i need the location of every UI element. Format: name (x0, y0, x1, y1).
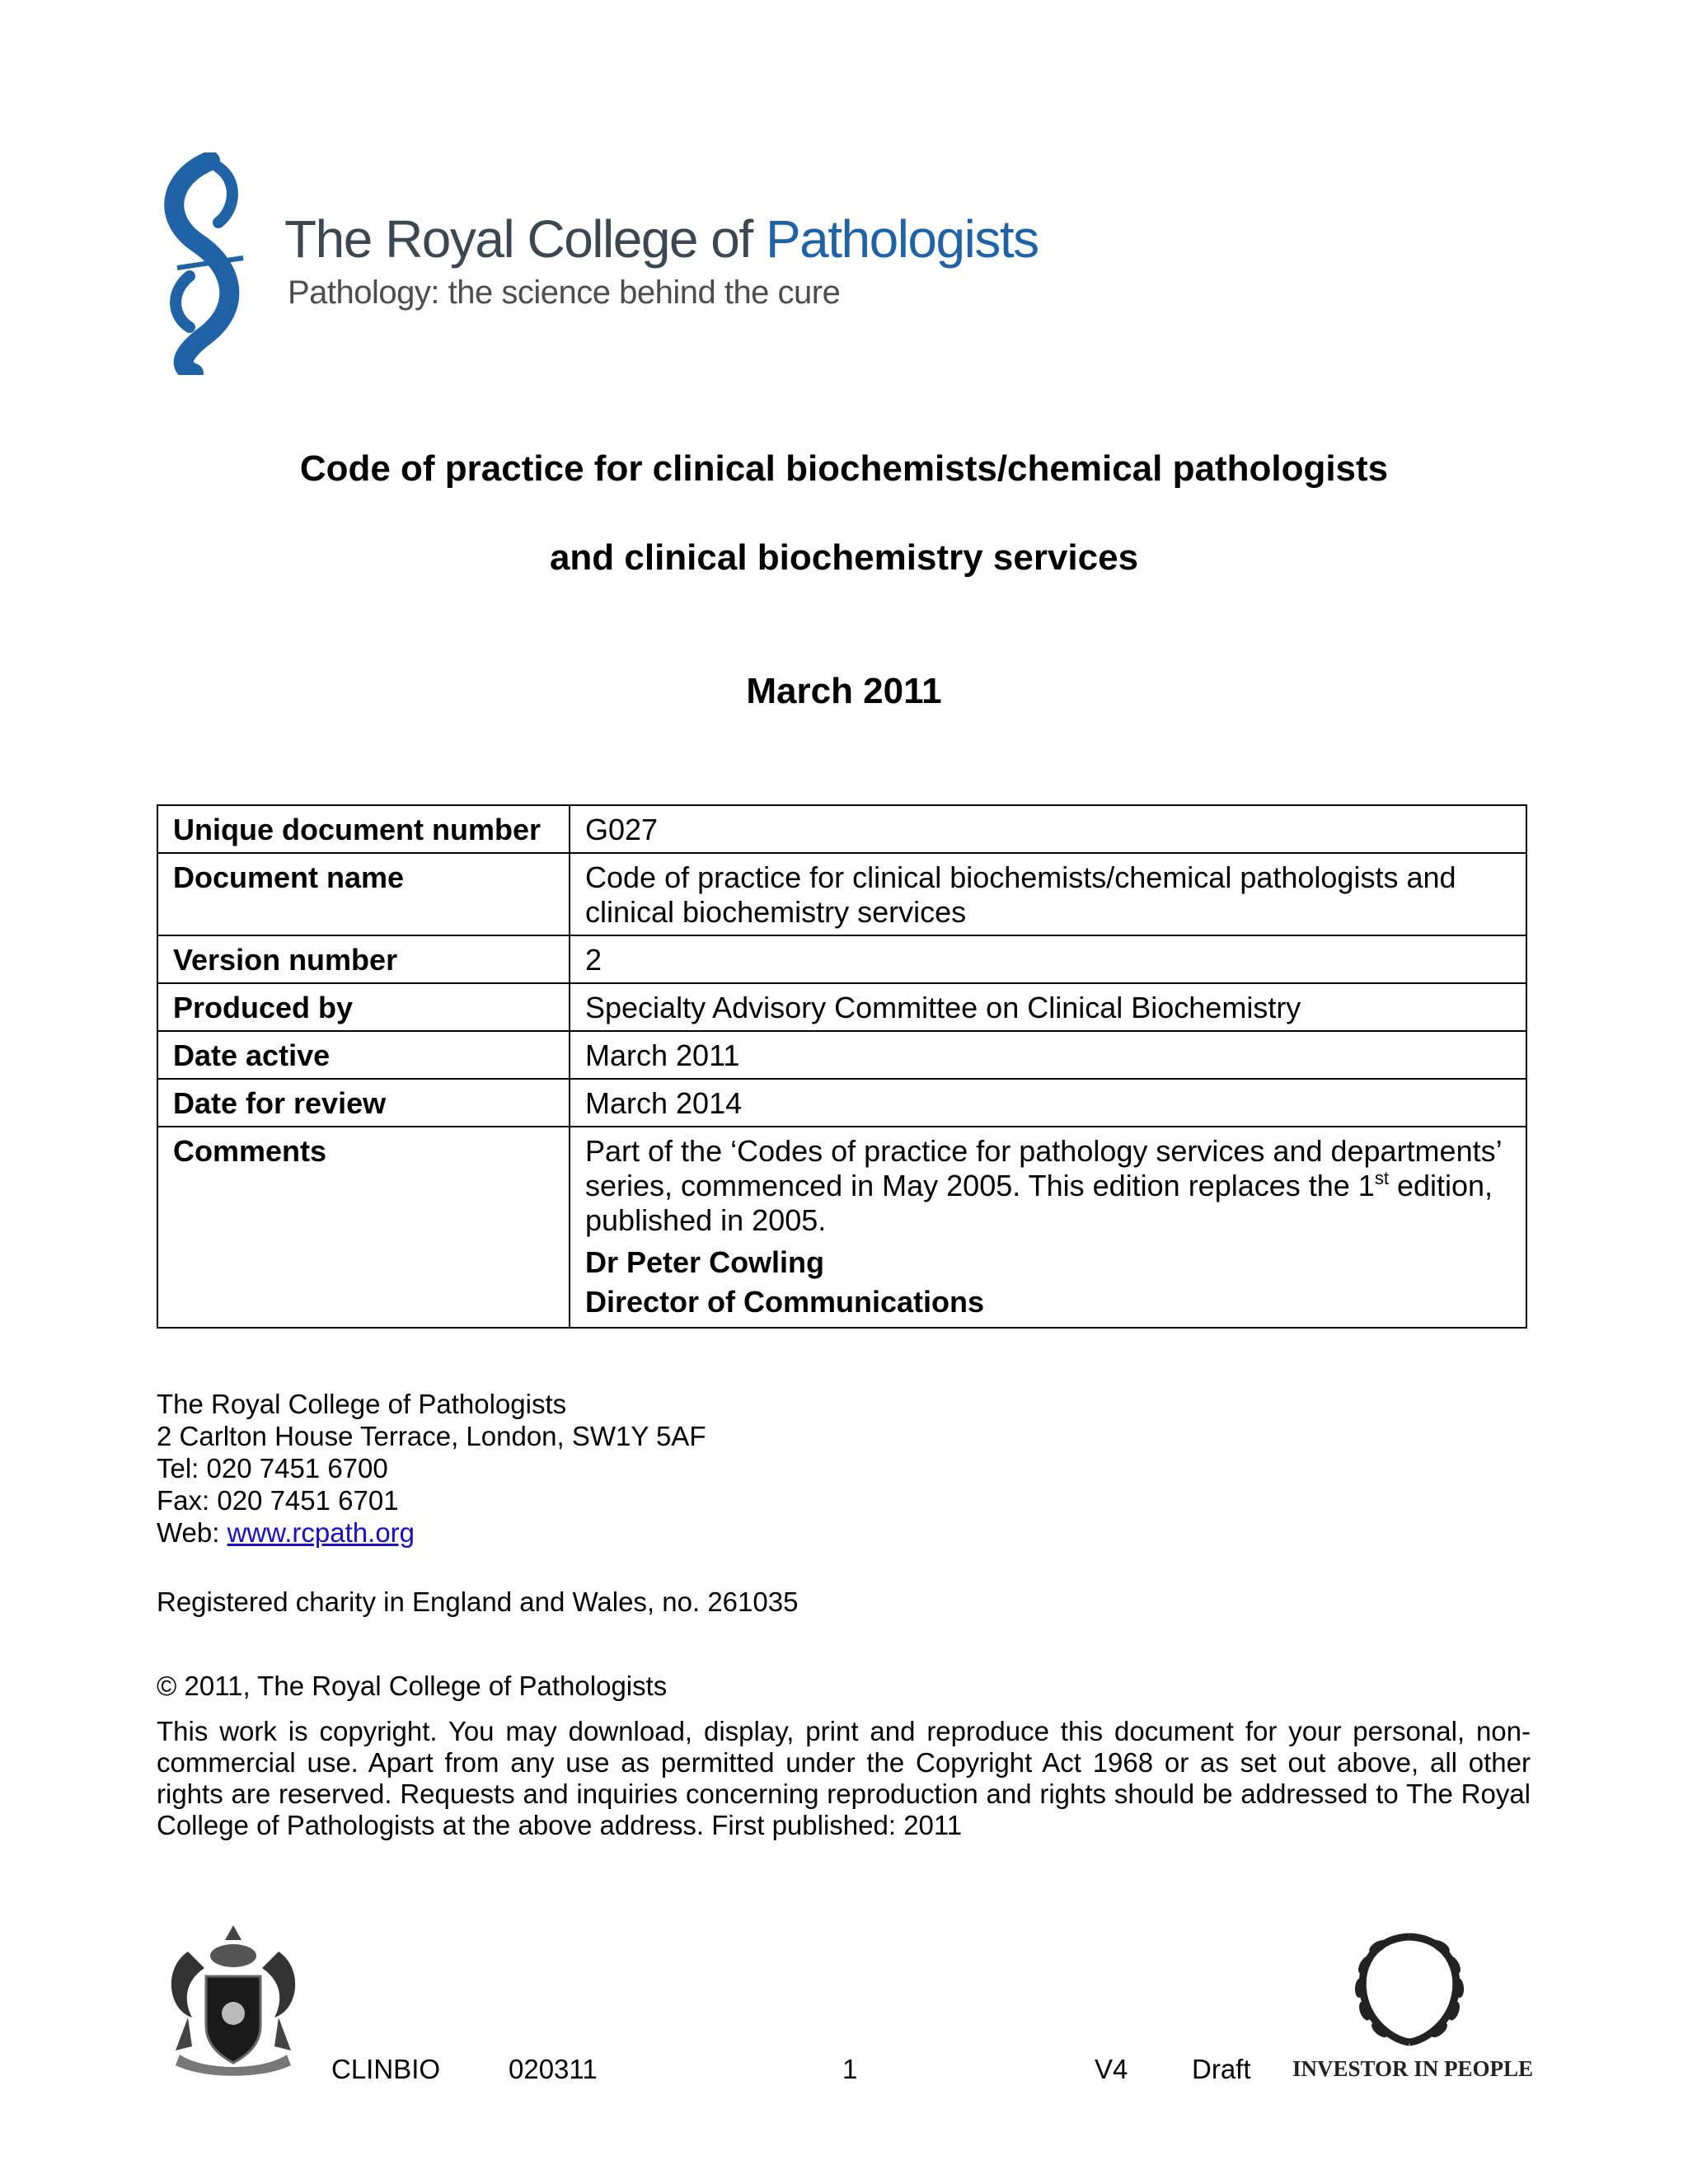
document-info-table (157, 804, 1527, 1329)
footer-code: CLINBIO (331, 2054, 441, 2084)
row-value: March 2011 (570, 1031, 1526, 1079)
org-name: The Royal College of Pathologists (157, 1389, 567, 1419)
table-row (157, 935, 1526, 983)
rcpath-logo (152, 152, 1039, 375)
row-value: Code of practice for clinical biochemists/chemical pathologists and clinical biochemistry services (570, 853, 1526, 935)
signatory-title: Director of Communications (585, 1285, 985, 1319)
table-row-comments (157, 1127, 1526, 1328)
row-label: Date for review (157, 1079, 570, 1127)
document-title-line1: Code of practice for clinical biochemists/chemical pathologists (299, 448, 1389, 489)
charity-number: Registered charity in England and Wales, no. 261035 (157, 1586, 799, 1617)
footer-version: V4 (1095, 2054, 1128, 2084)
row-value: March 2014 (570, 1079, 1526, 1127)
copyright-body: This work is copyright. You may download, display, print and reproduce this document for your personal, non-commercial use. Apart from any use as permitted under the Copyright Act 1968 or as set out above, all other rights are reserved. Requests and inquiries concerning reproduction and rights should be addressed to The Royal College of Pathologists at the above address. First published: 2011 (157, 1716, 1531, 1840)
table-row (157, 853, 1526, 935)
address-block (157, 1388, 706, 1549)
row-value-comments (570, 1127, 1526, 1328)
table-row (157, 983, 1526, 1031)
comments-text: Part of the ‘Codes of practice for pathology services and departments’ series, commenced in May 2005. This edition replaces the 1st edition, published in 2005. (585, 1134, 1502, 1237)
website-link[interactable]: www.rcpath.org (227, 1517, 415, 1548)
row-label: Date active (157, 1031, 570, 1079)
telephone: Tel: 020 7451 6700 (157, 1453, 388, 1483)
logo-tagline: Pathology: the science behind the cure (288, 274, 841, 311)
fax: Fax: 020 7451 6701 (157, 1485, 399, 1516)
table-row (157, 1079, 1526, 1127)
row-value: G027 (570, 805, 1526, 853)
row-label: Version number (157, 935, 570, 983)
superscript: st (1374, 1168, 1389, 1188)
serpent-staff-icon (152, 152, 268, 375)
row-label: Comments (157, 1127, 570, 1328)
row-label: Unique document number (157, 805, 570, 853)
table-row (157, 1031, 1526, 1079)
signatory-name: Dr Peter Cowling (585, 1245, 825, 1279)
table-row (157, 805, 1526, 853)
row-value: Specialty Advisory Committee on Clinical Biochemistry (570, 983, 1526, 1031)
row-value: 2 (570, 935, 1526, 983)
page-number: 1 (842, 2054, 858, 2084)
copyright-line: © 2011, The Royal College of Pathologists (157, 1671, 668, 1701)
logo-title: The Royal College of Pathologists (284, 209, 1039, 269)
web: Web: www.rcpath.org (157, 1517, 415, 1548)
street-address: 2 Carlton House Terrace, London, SW1Y 5AF (157, 1421, 706, 1451)
document-title-line2: and clinical biochemistry services (549, 537, 1139, 578)
logo-title-accent: Pathologists (765, 209, 1039, 269)
investor-in-people-label: INVESTOR IN PEOPLE (1292, 2056, 1534, 2081)
row-label: Document name (157, 853, 570, 935)
row-label: Produced by (157, 983, 570, 1031)
footer-number: 020311 (509, 2054, 598, 2084)
footer-status: Draft (1192, 2054, 1251, 2084)
coat-of-arms-icon (155, 1919, 312, 2083)
document-date: March 2011 (746, 671, 942, 711)
